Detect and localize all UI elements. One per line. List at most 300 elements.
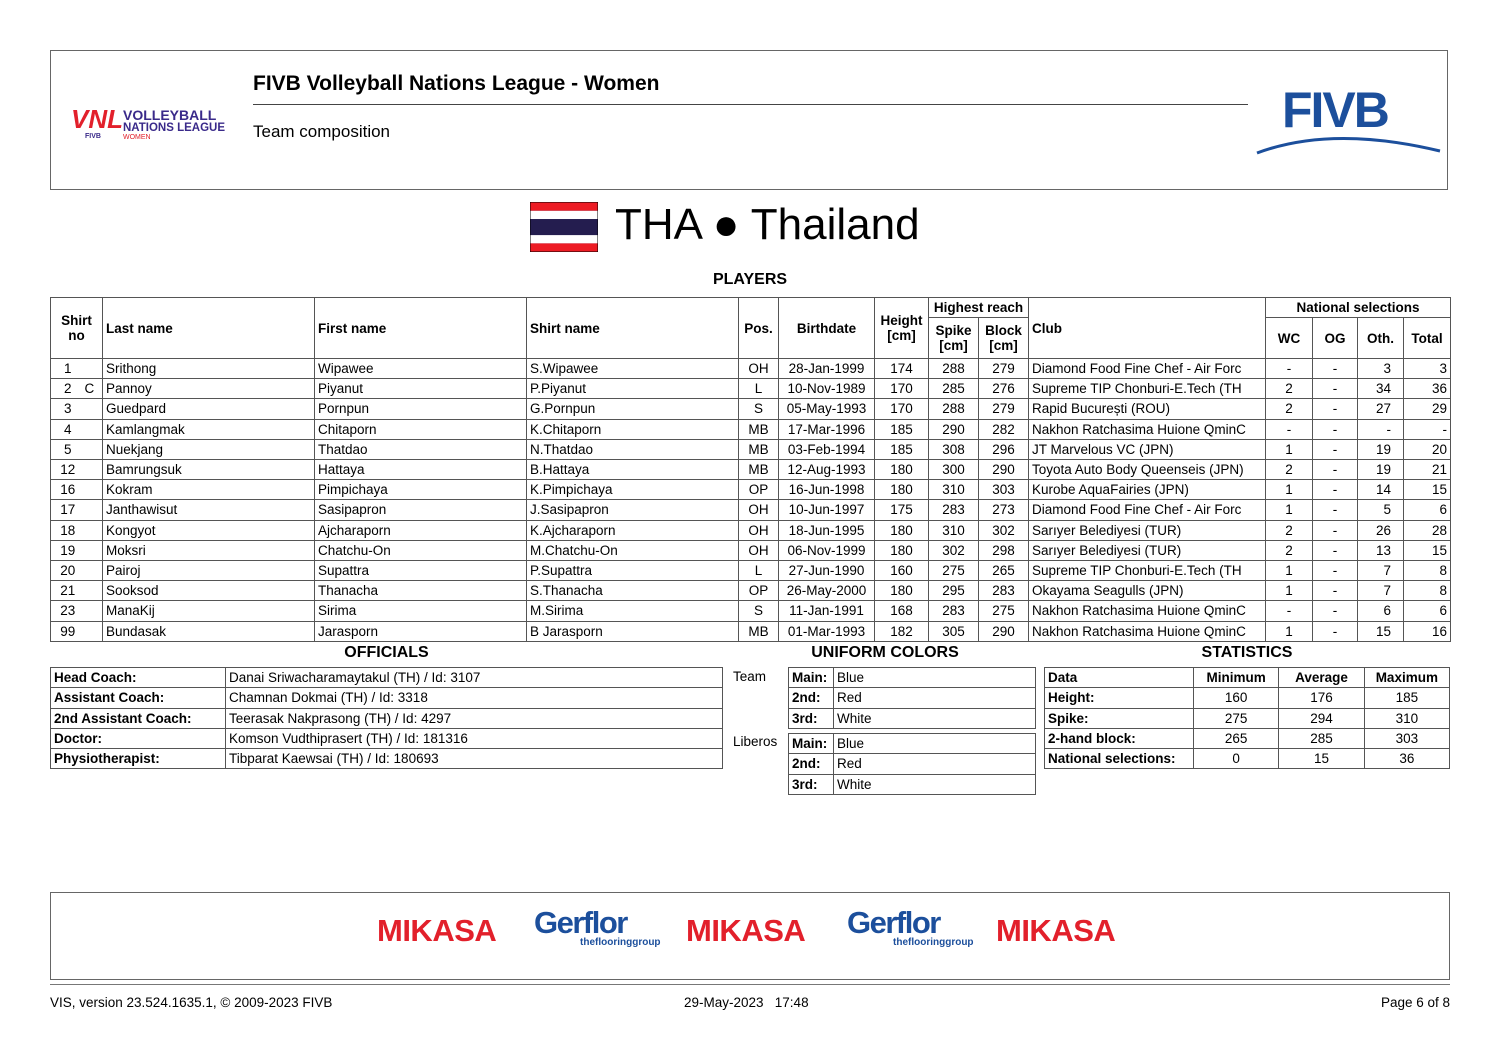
mikasa-logo: MIKASA — [377, 913, 497, 948]
uniform-slot: Main: — [789, 668, 834, 688]
shirt-no-cell: 3 — [51, 399, 85, 419]
shirt-no-cell: 4 — [51, 419, 85, 439]
shirt-no-cell: 16 — [51, 480, 85, 500]
first-name-cell: Thatdao — [315, 439, 527, 459]
official-role: Doctor: — [51, 728, 226, 748]
total-cell: 29 — [1404, 399, 1451, 419]
statistics-heading: STATISTICS — [1201, 644, 1293, 661]
shirt-no-cell: 99 — [51, 621, 85, 641]
stat-min: 265 — [1194, 728, 1279, 748]
block-cell: 290 — [979, 621, 1029, 641]
title-divider — [253, 104, 1248, 105]
uniform-color: Blue — [834, 668, 1036, 688]
table-row — [51, 520, 1451, 540]
uniform-liberos-label: Liberos — [733, 734, 778, 749]
og-cell: - — [1313, 359, 1358, 379]
first-name-cell: Chatchu-On — [315, 540, 527, 560]
table-row — [1045, 749, 1450, 769]
uniform-slot: 2nd: — [789, 754, 834, 774]
birthdate-cell: 10-Jun-1997 — [779, 500, 875, 520]
players-table — [50, 297, 1451, 642]
pos-cell: L — [739, 561, 779, 581]
first-name-cell: Hattaya — [315, 460, 527, 480]
total-cell: 8 — [1404, 581, 1451, 601]
table-row — [51, 561, 1451, 581]
table-row — [789, 774, 1036, 794]
uniform-slot: 3rd: — [789, 774, 834, 794]
shirt-name-cell: K.Chitaporn — [527, 419, 739, 439]
table-row — [789, 688, 1036, 708]
block-cell: 275 — [979, 601, 1029, 621]
table-row — [789, 734, 1036, 754]
captain-cell — [85, 540, 103, 560]
stat-max: 185 — [1364, 688, 1449, 708]
table-row — [51, 728, 723, 748]
official-name: Tibparat Kaewsai (TH) / Id: 180693 — [226, 749, 723, 769]
pos-cell: S — [739, 601, 779, 621]
col-shirt-no: Shirt no — [51, 298, 103, 359]
wc-cell: 1 — [1266, 500, 1313, 520]
shirt-no-cell: 19 — [51, 540, 85, 560]
uniform-color: Blue — [834, 734, 1036, 754]
last-name-cell: Srithong — [103, 359, 315, 379]
shirt-name-cell: S.Wipawee — [527, 359, 739, 379]
wc-cell: 1 — [1266, 439, 1313, 459]
official-role: Head Coach: — [51, 668, 226, 688]
total-cell: 15 — [1404, 480, 1451, 500]
gerflor-logo: Gerflor theflooringgroup — [534, 905, 661, 948]
col-height: Height [cm] — [875, 298, 929, 359]
official-role: Assistant Coach: — [51, 688, 226, 708]
club-cell: Supreme TIP Chonburi-E.Tech (TH — [1029, 379, 1266, 399]
shirt-no-cell: 21 — [51, 581, 85, 601]
official-name: Teerasak Nakprasong (TH) / Id: 4297 — [226, 708, 723, 728]
gerflor-logo: Gerflor theflooringgroup — [847, 905, 974, 948]
stat-avg: 294 — [1279, 708, 1364, 728]
table-row — [51, 379, 1451, 399]
col-last-name: Last name — [103, 298, 315, 359]
og-cell: - — [1313, 561, 1358, 581]
club-cell: JT Marvelous VC (JPN) — [1029, 439, 1266, 459]
table-row — [51, 621, 1451, 641]
og-cell: - — [1313, 399, 1358, 419]
og-cell: - — [1313, 601, 1358, 621]
captain-cell — [85, 500, 103, 520]
shirt-name-cell: S.Thanacha — [527, 581, 739, 601]
total-cell: 8 — [1404, 561, 1451, 581]
stat-max: 310 — [1364, 708, 1449, 728]
spike-cell: 302 — [929, 540, 979, 560]
first-name-cell: Ajcharaporn — [315, 520, 527, 540]
spike-cell: 283 — [929, 500, 979, 520]
country-title: THA ● Thailand — [615, 200, 920, 249]
club-cell: Nakhon Ratchasima Huione QminC — [1029, 621, 1266, 641]
header-box — [50, 50, 1448, 190]
shirt-name-cell: M.Sirima — [527, 601, 739, 621]
spike-cell: 310 — [929, 520, 979, 540]
birthdate-cell: 10-Nov-1989 — [779, 379, 875, 399]
shirt-name-cell: K.Pimpichaya — [527, 480, 739, 500]
shirt-no-cell: 20 — [51, 561, 85, 581]
total-cell: - — [1404, 419, 1451, 439]
official-role: 2nd Assistant Coach: — [51, 708, 226, 728]
pos-cell: MB — [739, 621, 779, 641]
pos-cell: MB — [739, 419, 779, 439]
svg-text:VOLLEYBALL: VOLLEYBALL — [123, 107, 217, 123]
wc-cell: - — [1266, 601, 1313, 621]
total-cell: 20 — [1404, 439, 1451, 459]
birthdate-cell: 26-May-2000 — [779, 581, 875, 601]
table-row — [51, 688, 723, 708]
club-cell: Rapid București (ROU) — [1029, 399, 1266, 419]
last-name-cell: Sooksod — [103, 581, 315, 601]
col-total: Total — [1404, 318, 1451, 359]
og-cell: - — [1313, 500, 1358, 520]
birthdate-cell: 05-May-1993 — [779, 399, 875, 419]
table-row — [51, 668, 723, 688]
first-name-cell: Sirima — [315, 601, 527, 621]
shirt-name-cell: B.Hattaya — [527, 460, 739, 480]
pos-cell: OH — [739, 540, 779, 560]
wc-cell: 2 — [1266, 460, 1313, 480]
spike-cell: 308 — [929, 439, 979, 459]
stat-label: 2-hand block: — [1045, 728, 1194, 748]
og-cell: - — [1313, 480, 1358, 500]
table-row — [51, 359, 1451, 379]
height-cell: 180 — [875, 460, 929, 480]
total-cell: 3 — [1404, 359, 1451, 379]
birthdate-cell: 27-Jun-1990 — [779, 561, 875, 581]
block-cell: 303 — [979, 480, 1029, 500]
club-cell: Diamond Food Fine Chef - Air Forc — [1029, 359, 1266, 379]
total-cell: 21 — [1404, 460, 1451, 480]
table-row — [51, 419, 1451, 439]
pos-cell: OH — [739, 359, 779, 379]
captain-cell — [85, 460, 103, 480]
oth-cell: 13 — [1358, 540, 1404, 560]
birthdate-cell: 18-Jun-1995 — [779, 520, 875, 540]
last-name-cell: Pairoj — [103, 561, 315, 581]
col-first-name: First name — [315, 298, 527, 359]
oth-cell: 5 — [1358, 500, 1404, 520]
block-cell: 290 — [979, 460, 1029, 480]
uniform-team-label: Team — [733, 669, 767, 684]
stat-label: National selections: — [1045, 749, 1194, 769]
table-row — [51, 500, 1451, 520]
last-name-cell: Bamrungsuk — [103, 460, 315, 480]
club-cell: Supreme TIP Chonburi-E.Tech (TH — [1029, 561, 1266, 581]
stats-header-cell: Data — [1045, 668, 1194, 688]
stat-avg: 15 — [1279, 749, 1364, 769]
shirt-name-cell: K.Ajcharaporn — [527, 520, 739, 540]
pos-cell: MB — [739, 460, 779, 480]
first-name-cell: Jarasporn — [315, 621, 527, 641]
birthdate-cell: 12-Aug-1993 — [779, 460, 875, 480]
players-heading: PLAYERS — [712, 271, 788, 288]
col-og: OG — [1313, 318, 1358, 359]
total-cell: 6 — [1404, 500, 1451, 520]
shirt-no-cell: 18 — [51, 520, 85, 540]
stat-min: 275 — [1194, 708, 1279, 728]
table-row — [51, 439, 1451, 459]
uniform-slot: 3rd: — [789, 708, 834, 728]
spike-cell: 310 — [929, 480, 979, 500]
last-name-cell: Moksri — [103, 540, 315, 560]
col-highest-reach: Highest reach — [929, 298, 1029, 318]
oth-cell: 34 — [1358, 379, 1404, 399]
last-name-cell: Pannoy — [103, 379, 315, 399]
table-row — [51, 399, 1451, 419]
table-row — [51, 540, 1451, 560]
first-name-cell: Pornpun — [315, 399, 527, 419]
height-cell: 180 — [875, 581, 929, 601]
pos-cell: OH — [739, 500, 779, 520]
last-name-cell: Nuekjang — [103, 439, 315, 459]
shirt-no-cell: 1 — [51, 359, 85, 379]
wc-cell: 1 — [1266, 621, 1313, 641]
pos-cell: S — [739, 399, 779, 419]
first-name-cell: Thanacha — [315, 581, 527, 601]
last-name-cell: ManaKij — [103, 601, 315, 621]
og-cell: - — [1313, 581, 1358, 601]
vnl-logo — [70, 100, 240, 142]
col-wc: WC — [1266, 318, 1313, 359]
club-cell: Nakhon Ratchasima Huione QminC — [1029, 601, 1266, 621]
height-cell: 182 — [875, 621, 929, 641]
page-title: FIVB Volleyball Nations League - Women — [253, 72, 660, 95]
og-cell: - — [1313, 540, 1358, 560]
height-cell: 180 — [875, 480, 929, 500]
uniform-liberos-table — [788, 733, 1036, 795]
height-cell: 185 — [875, 419, 929, 439]
oth-cell: 3 — [1358, 359, 1404, 379]
first-name-cell: Supattra — [315, 561, 527, 581]
shirt-name-cell: M.Chatchu-On — [527, 540, 739, 560]
official-name: Danai Sriwacharamaytakul (TH) / Id: 3107 — [226, 668, 723, 688]
captain-cell — [85, 520, 103, 540]
pos-cell: OH — [739, 520, 779, 540]
statistics-table — [1044, 667, 1450, 769]
block-cell: 279 — [979, 359, 1029, 379]
og-cell: - — [1313, 520, 1358, 540]
shirt-no-cell: 23 — [51, 601, 85, 621]
birthdate-cell: 28-Jan-1999 — [779, 359, 875, 379]
stat-min: 160 — [1194, 688, 1279, 708]
stat-avg: 285 — [1279, 728, 1364, 748]
total-cell: 36 — [1404, 379, 1451, 399]
first-name-cell: Sasipapron — [315, 500, 527, 520]
table-row — [789, 668, 1036, 688]
stat-min: 0 — [1194, 749, 1279, 769]
oth-cell: 19 — [1358, 460, 1404, 480]
col-birthdate: Birthdate — [779, 298, 875, 359]
block-cell: 276 — [979, 379, 1029, 399]
table-row — [789, 708, 1036, 728]
shirt-name-cell: N.Thatdao — [527, 439, 739, 459]
last-name-cell: Kamlangmak — [103, 419, 315, 439]
spike-cell: 295 — [929, 581, 979, 601]
shirt-name-cell: G.Pornpun — [527, 399, 739, 419]
table-row — [789, 754, 1036, 774]
shirt-name-cell: J.Sasipapron — [527, 500, 739, 520]
stat-max: 36 — [1364, 749, 1449, 769]
block-cell: 296 — [979, 439, 1029, 459]
og-cell: - — [1313, 419, 1358, 439]
spike-cell: 283 — [929, 601, 979, 621]
total-cell: 28 — [1404, 520, 1451, 540]
officials-table — [50, 667, 723, 769]
shirt-name-cell: B Jarasporn — [527, 621, 739, 641]
wc-cell: 2 — [1266, 379, 1313, 399]
height-cell: 175 — [875, 500, 929, 520]
height-cell: 170 — [875, 379, 929, 399]
svg-text:FIVB: FIVB — [1282, 85, 1388, 138]
captain-cell — [85, 601, 103, 621]
last-name-cell: Kongyot — [103, 520, 315, 540]
col-club: Club — [1029, 298, 1266, 359]
last-name-cell: Bundasak — [103, 621, 315, 641]
footer-page: Page 6 of 8 — [1380, 995, 1450, 1010]
svg-text:NATIONS LEAGUE: NATIONS LEAGUE — [123, 122, 226, 134]
wc-cell: - — [1266, 419, 1313, 439]
pos-cell: OP — [739, 480, 779, 500]
club-cell: Nakhon Ratchasima Huione QminC — [1029, 419, 1266, 439]
block-cell: 282 — [979, 419, 1029, 439]
uniform-slot: Main: — [789, 734, 834, 754]
stat-max: 303 — [1364, 728, 1449, 748]
block-cell: 265 — [979, 561, 1029, 581]
spike-cell: 288 — [929, 359, 979, 379]
table-row — [51, 480, 1451, 500]
shirt-no-cell: 5 — [51, 439, 85, 459]
oth-cell: 15 — [1358, 621, 1404, 641]
birthdate-cell: 11-Jan-1991 — [779, 601, 875, 621]
uniform-color: Red — [834, 688, 1036, 708]
captain-cell — [85, 359, 103, 379]
col-spike: Spike [cm] — [929, 318, 979, 359]
height-cell: 170 — [875, 399, 929, 419]
block-cell: 273 — [979, 500, 1029, 520]
og-cell: - — [1313, 621, 1358, 641]
last-name-cell: Kokram — [103, 480, 315, 500]
official-role: Physiotherapist: — [51, 749, 226, 769]
page-subtitle: Team composition — [253, 122, 391, 141]
captain-cell — [85, 561, 103, 581]
mikasa-logo: MIKASA — [686, 913, 806, 948]
uniform-color: White — [834, 708, 1036, 728]
stats-header-cell: Minimum — [1194, 668, 1279, 688]
stat-label: Height: — [1045, 688, 1194, 708]
birthdate-cell: 17-Mar-1996 — [779, 419, 875, 439]
fivb-logo — [1252, 85, 1442, 157]
captain-cell: C — [85, 379, 103, 399]
spike-cell: 305 — [929, 621, 979, 641]
col-oth: Oth. — [1358, 318, 1404, 359]
last-name-cell: Guedpard — [103, 399, 315, 419]
col-pos: Pos. — [739, 298, 779, 359]
table-row — [51, 581, 1451, 601]
height-cell: 168 — [875, 601, 929, 621]
col-national-selections: National selections — [1266, 298, 1451, 318]
height-cell: 174 — [875, 359, 929, 379]
pos-cell: MB — [739, 439, 779, 459]
table-row — [51, 749, 723, 769]
uniform-heading: UNIFORM COLORS — [811, 644, 959, 661]
captain-cell — [85, 439, 103, 459]
captain-cell — [85, 621, 103, 641]
uniform-slot: 2nd: — [789, 688, 834, 708]
oth-cell: 14 — [1358, 480, 1404, 500]
table-row — [51, 460, 1451, 480]
total-cell: 16 — [1404, 621, 1451, 641]
height-cell: 160 — [875, 561, 929, 581]
uniform-team-table — [788, 667, 1036, 729]
table-row — [1045, 688, 1450, 708]
official-name: Chamnan Dokmai (TH) / Id: 3318 — [226, 688, 723, 708]
first-name-cell: Wipawee — [315, 359, 527, 379]
stats-header-row — [1045, 668, 1450, 688]
col-block: Block [cm] — [979, 318, 1029, 359]
club-cell: Sarıyer Belediyesi (TUR) — [1029, 520, 1266, 540]
birthdate-cell: 06-Nov-1999 — [779, 540, 875, 560]
shirt-name-cell: P.Piyanut — [527, 379, 739, 399]
shirt-no-cell: 2 — [51, 379, 85, 399]
og-cell: - — [1313, 460, 1358, 480]
oth-cell: 19 — [1358, 439, 1404, 459]
spike-cell: 300 — [929, 460, 979, 480]
stat-label: Spike: — [1045, 708, 1194, 728]
spike-cell: 288 — [929, 399, 979, 419]
first-name-cell: Piyanut — [315, 379, 527, 399]
club-cell: Kurobe AquaFairies (JPN) — [1029, 480, 1266, 500]
birthdate-cell: 01-Mar-1993 — [779, 621, 875, 641]
birthdate-cell: 16-Jun-1998 — [779, 480, 875, 500]
club-cell: Toyota Auto Body Queenseis (JPN) — [1029, 460, 1266, 480]
birthdate-cell: 03-Feb-1994 — [779, 439, 875, 459]
og-cell: - — [1313, 379, 1358, 399]
svg-text:VNL: VNL — [71, 104, 123, 134]
oth-cell: 27 — [1358, 399, 1404, 419]
pos-cell: L — [739, 379, 779, 399]
wc-cell: 2 — [1266, 540, 1313, 560]
flag-icon — [530, 202, 598, 252]
wc-cell: - — [1266, 359, 1313, 379]
captain-cell — [85, 399, 103, 419]
oth-cell: 26 — [1358, 520, 1404, 540]
shirt-no-cell: 17 — [51, 500, 85, 520]
wc-cell: 2 — [1266, 399, 1313, 419]
club-cell: Diamond Food Fine Chef - Air Forc — [1029, 500, 1266, 520]
last-name-cell: Janthawisut — [103, 500, 315, 520]
height-cell: 185 — [875, 439, 929, 459]
spike-cell: 275 — [929, 561, 979, 581]
oth-cell: 7 — [1358, 581, 1404, 601]
mikasa-logo: MIKASA — [996, 913, 1116, 948]
sponsors-box — [50, 892, 1450, 980]
svg-text:FIVB: FIVB — [85, 133, 101, 140]
oth-cell: - — [1358, 419, 1404, 439]
height-cell: 180 — [875, 520, 929, 540]
wc-cell: 1 — [1266, 561, 1313, 581]
footer-divider — [50, 984, 1450, 985]
official-name: Komson Vudthiprasert (TH) / Id: 181316 — [226, 728, 723, 748]
captain-cell — [85, 419, 103, 439]
spike-cell: 290 — [929, 419, 979, 439]
pos-cell: OP — [739, 581, 779, 601]
og-cell: - — [1313, 439, 1358, 459]
uniform-color: White — [834, 774, 1036, 794]
table-row — [51, 708, 723, 728]
